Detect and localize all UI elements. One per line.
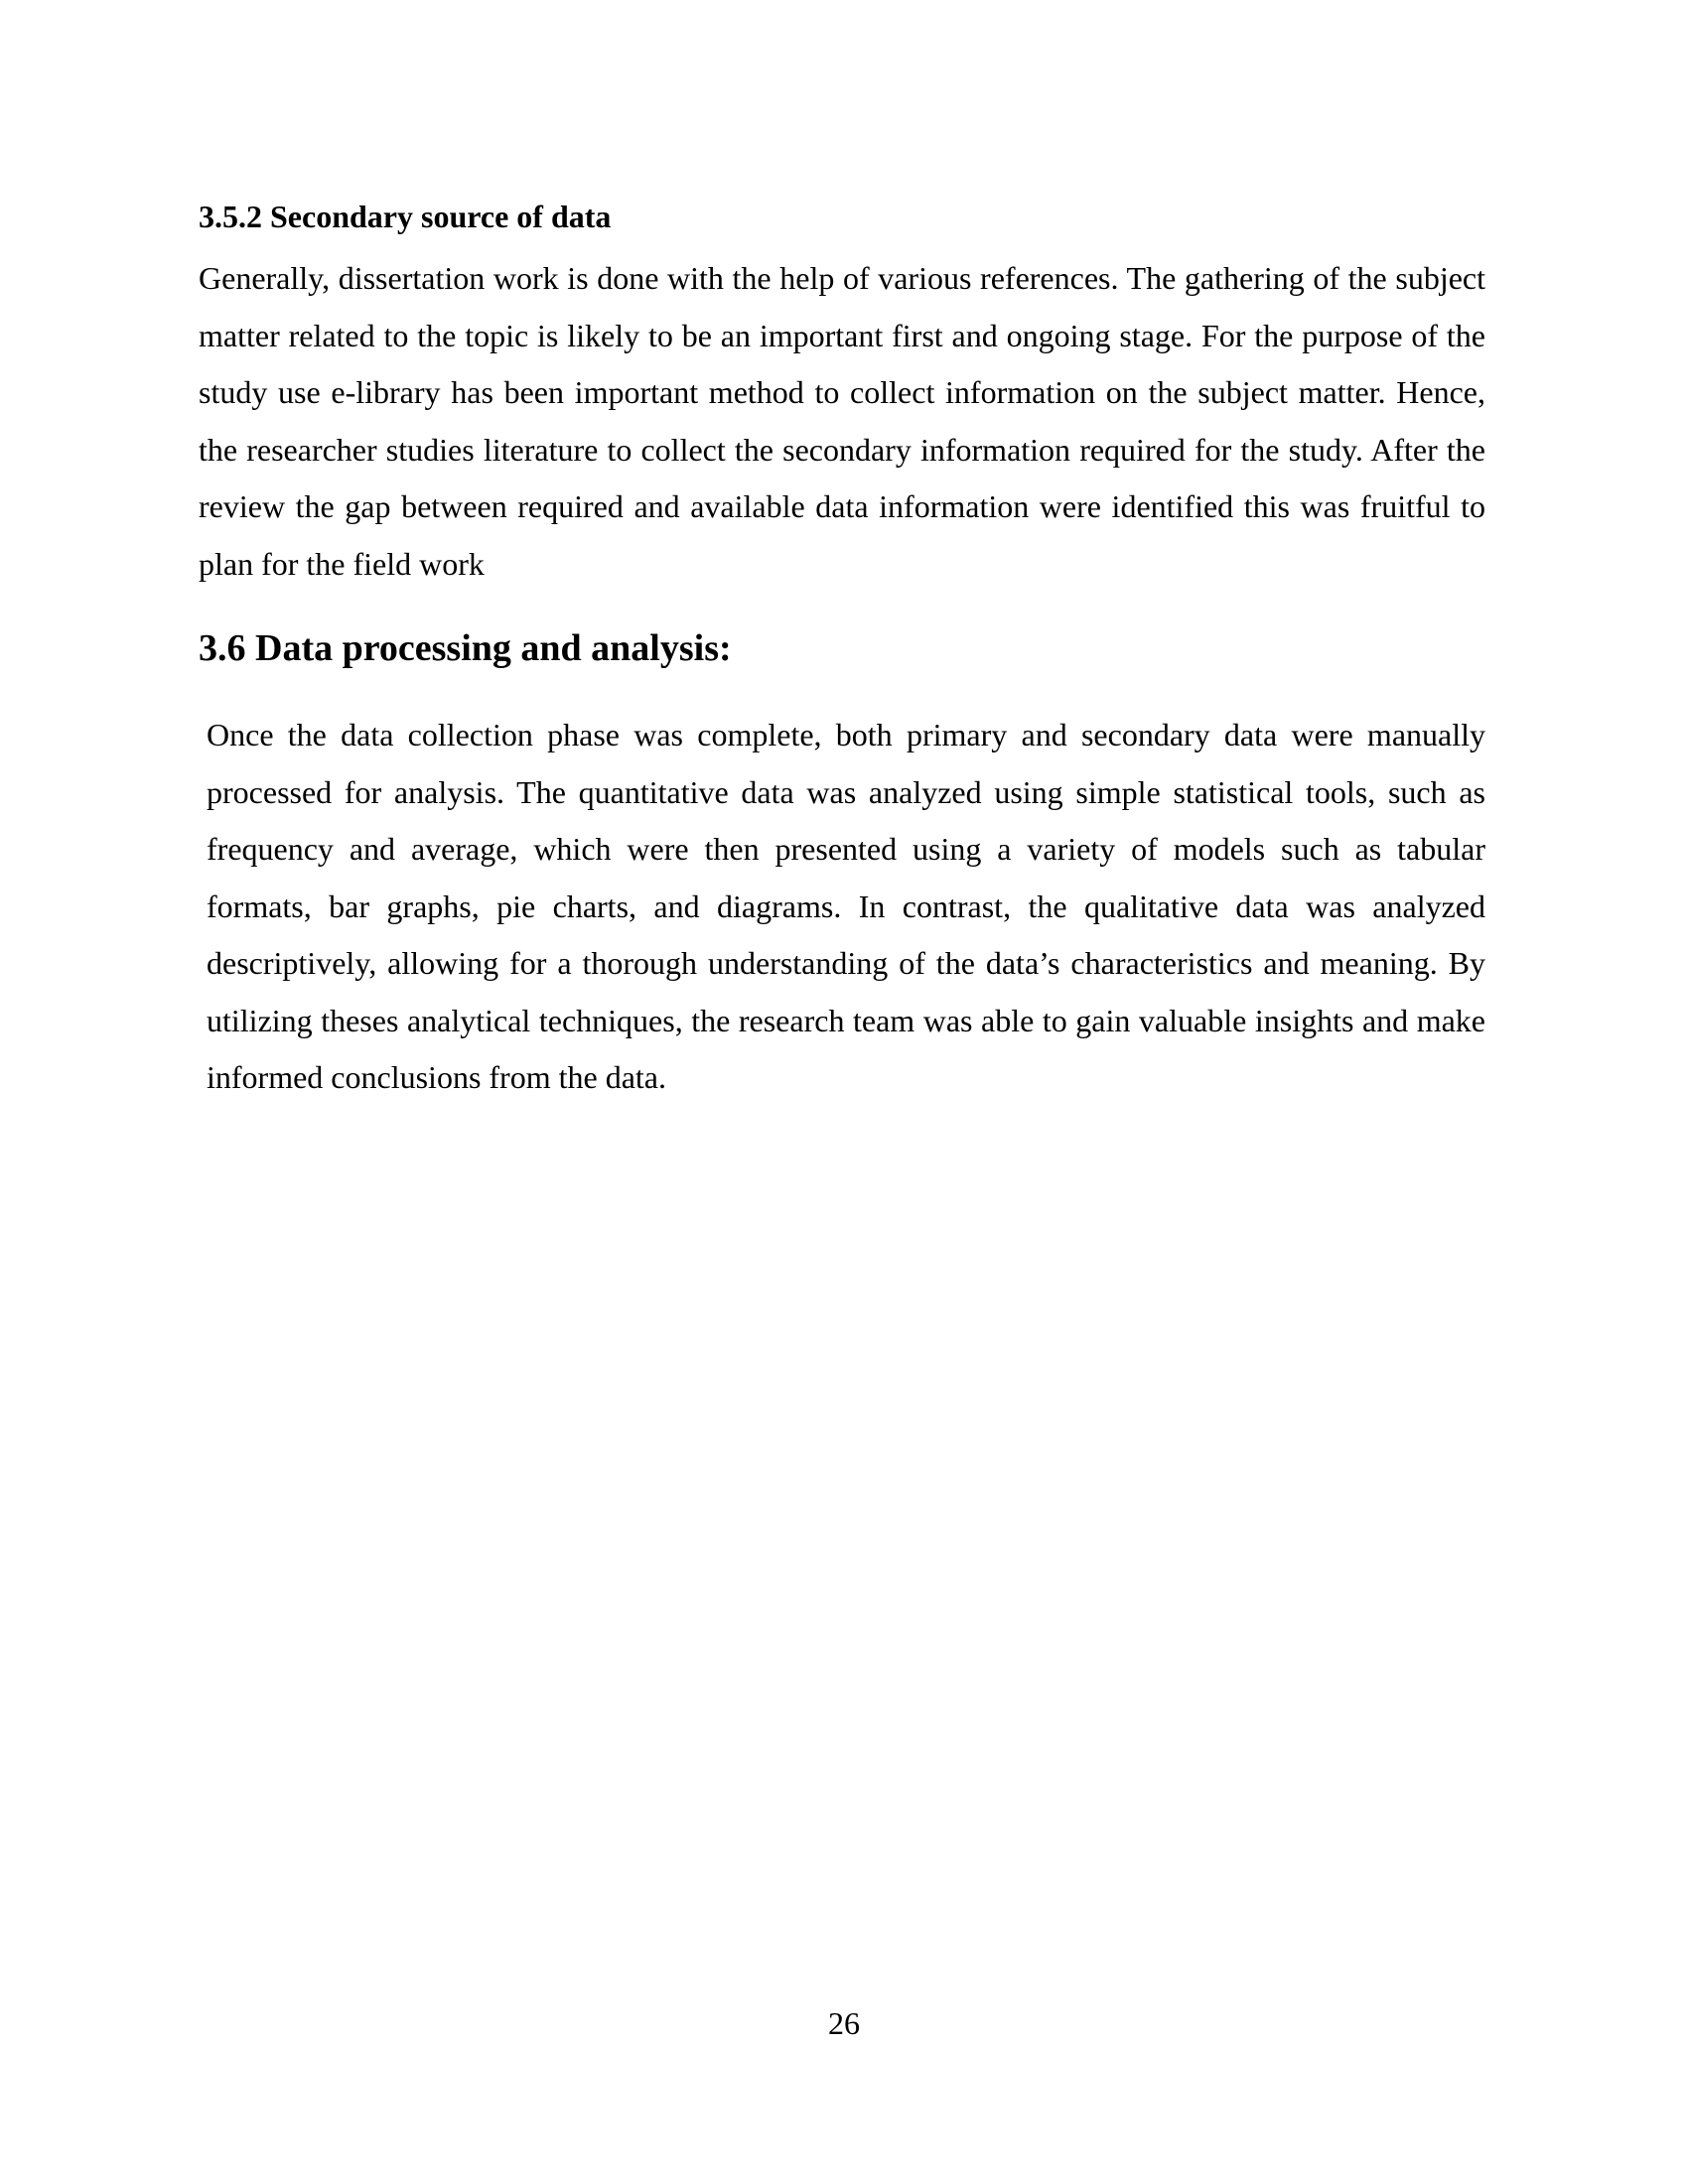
paragraph-secondary-source: Generally, dissertation work is done with the help of various references. The gathering of the subject matter related to the topic is likely to be an important first and ongoing stage. For the purpose of the study use e-library has been important method to collect information on the subject matter. Hence, the researcher studies literature to collect the secondary information required for the study. After the review the gap between required and available data information were identified this was fruitful to plan for the field work [199, 260, 1485, 582]
page-number: 26 [828, 2005, 860, 2041]
paragraph-data-processing: Once the data collection phase was complete, both primary and secondary data were manually processed for analysis. The quantitative data was analyzed using simple statistical tools, such as frequency and average, which were then presented using a variety of models such as tabular formats, bar graphs, pie charts, and diagrams. In contrast, the qualitative data was analyzed descriptively, allowing for a thorough understanding of the data’s characteristics and meaning. By utilizing theses analytical techniques, the research team was able to gain valuable insights and make informed conclusions from the data. [207, 717, 1485, 1095]
section-heading-secondary-source: 3.5.2 Secondary source of data [199, 199, 612, 234]
section-heading-data-processing: 3.6 Data processing and analysis: [199, 627, 732, 669]
